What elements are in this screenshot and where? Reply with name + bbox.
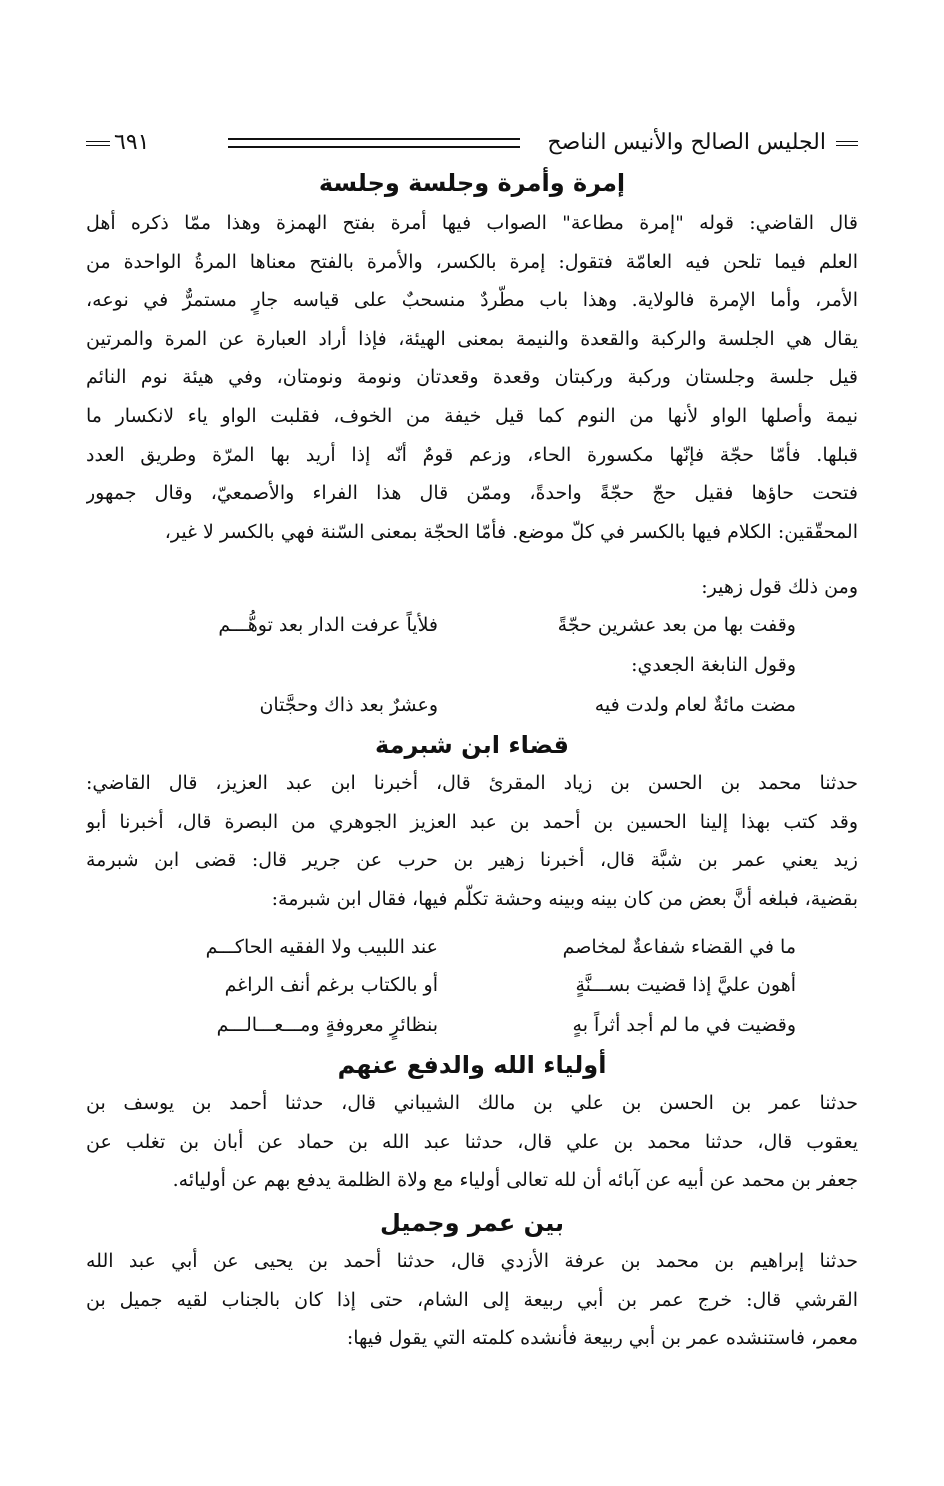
section-heading: إمرة وأمرة وجلسة وجلسة (318, 169, 626, 197)
header-rule (228, 138, 520, 148)
paragraph-line: يعقوب قال، حدثنا محمد بن علي قال، حدثنا عبد الله بن حماد عن أبان بن تغلب عن (86, 1130, 858, 1153)
paragraph-line: قال القاضي: قوله "إمرة مطاعة" الصواب فيها أمرة بفتح الهمزة وهذا ممّا ذكره أهل (86, 212, 858, 234)
section-heading: أولياء الله والدفع عنهم (337, 1051, 607, 1079)
verse-second-hemistich: أو بالكتاب برغم أنف الراغم (224, 974, 438, 996)
header-ornament-right (836, 141, 858, 146)
verse-line (86, 1006, 858, 1044)
verse-line (86, 928, 858, 966)
book-title: الجليس الصالح والأنيس الناصح (547, 130, 826, 155)
section-paragraph (86, 204, 858, 551)
paragraph-line: قيل جلسة وجلستان وركبة وركبتان وقعدة وقعدتان ونومة ونومتان، وفي هيئة نوم النائم (86, 366, 858, 389)
paragraph-line: زيد يعني عمر بن شبَّة قال، أخبرنا زهير بن حرب عن جرير قال: قضى ابن شبرمة (86, 849, 858, 872)
verse-first-hemistich: مضت مائةٌ لعام ولدت فيه (594, 694, 796, 716)
paragraph-line: جعفر بن محمد عن أبيه عن آبائه أن لله تعالى أولياء مع ولاة الظلمة يدفع بهم عن أوليائه. (172, 1169, 858, 1192)
paragraph-line: نيمة وأصلها الواو لأنها من النوم كما قيل خيفة من الخوف، فقلبت الواو ياء لانكسار ما (86, 404, 858, 427)
verse-intro: ومن ذلك قول زهير: (701, 576, 858, 598)
paragraph-line: معمر، فاستنشده عمر بن أبي ربيعة فأنشده كلمته التي يقول فيها: (346, 1327, 858, 1350)
paragraph-line: حدثنا إبراهيم بن محمد بن عرفة الأزدي قال، حدثنا أحمد بن يحيى عن أبي عبد الله (86, 1250, 858, 1272)
verse-second-hemistich: وعشرٌ بعد ذاك وحجَّتان (259, 694, 438, 716)
header-ornament-left (86, 141, 110, 146)
paragraph-line: وقد كتب بهذا إلينا الحسين بن أحمد بن عبد العزيز الجوهري من البصرة قال، أخبرنا أبو (86, 810, 858, 833)
section-paragraph (86, 764, 858, 918)
verse-line (86, 606, 858, 644)
verse-intro: وقول النابغة الجعدي: (631, 654, 796, 676)
paragraph-line: بقضية، فبلغه أنَّ بعض من كان بينه وبينه وحشة تكلّم فيها، فقال ابن شبرمة: (271, 887, 858, 910)
page-number: ٦٩١ (114, 130, 150, 155)
section-heading: بين عمر وجميل (379, 1209, 565, 1237)
verse-first-hemistich: وقضيت في ما لم أجد أثراً بهٍ (572, 1014, 796, 1036)
paragraph-line: قبلها. فأمّا حجّة فإنّها مكسورة الحاء، وزعم قومٌ أنّه إذا أريد بها المرّة وطريق العدد (86, 443, 858, 466)
running-header (86, 126, 858, 162)
verse-line (86, 686, 858, 724)
verse-line (86, 966, 858, 1004)
paragraph-line: المحقّقين: الكلام فيها بالكسر في كلّ موضع. فأمّا الحجّة بمعنى السّنة فهي بالكسر لا غير، (164, 520, 858, 543)
verse-first-hemistich: أهون عليَّ إذا قضيت بســـنَّةٍ (575, 974, 796, 996)
verse-first-hemistich: وقفت بها من بعد عشرين حجّةً (557, 614, 796, 636)
paragraph-line: حدثنا عمر بن الحسن بن علي بن مالك الشيباني قال، حدثنا أحمد بن يوسف بن (86, 1092, 858, 1114)
section-paragraph (86, 1242, 858, 1358)
section-paragraph (86, 1084, 858, 1200)
section-heading: قضاء ابن شبرمة (375, 731, 569, 759)
paragraph-line: يقال هي الجلسة والركبة والقعدة والنيمة بمعنى الهيئة، فإذا أراد العبارة عن المرة والمرتين (86, 327, 858, 350)
verse-first-hemistich: ما في القضاء شفاعةٌ لمخاصم (562, 936, 796, 958)
paragraph-line: الأمر، وأما الإمرة فالولاية. وهذا باب مطّردٌ منسحبٌ على قياسه جارٍ مستمرٌّ في نوعه، (86, 289, 858, 312)
paragraph-line: العلم فيما تلحن فيه العامّة فتقول: إمرة بالكسر، والأمرة بالفتح معناها المرةُ الواحدة من (86, 250, 858, 273)
paragraph-line: فتحت حاؤها فقيل حجّ حجّةً واحدةً، وممّن قال هذا الفراء والأصمعيّ، وقال جمهور (86, 482, 858, 505)
paragraph-line: القرشي قال: خرج عمر بن أبي ربيعة إلى الشام، حتى إذا كان بالجناب لقيه جميل بن (86, 1288, 858, 1311)
verse-second-hemistich: فلأياً عرفت الدار بعد توهُّـــم (218, 614, 438, 636)
verse-second-hemistich: عند اللبيب ولا الفقيه الحاكـــم (205, 936, 438, 958)
verse-second-hemistich: بنظائرٍ معروفةٍ ومـــعـــالـــم (216, 1014, 438, 1036)
paragraph-line: حدثنا محمد بن الحسن بن زياد المقرئ قال، أخبرنا ابن عبد العزيز، قال القاضي: (86, 772, 858, 794)
